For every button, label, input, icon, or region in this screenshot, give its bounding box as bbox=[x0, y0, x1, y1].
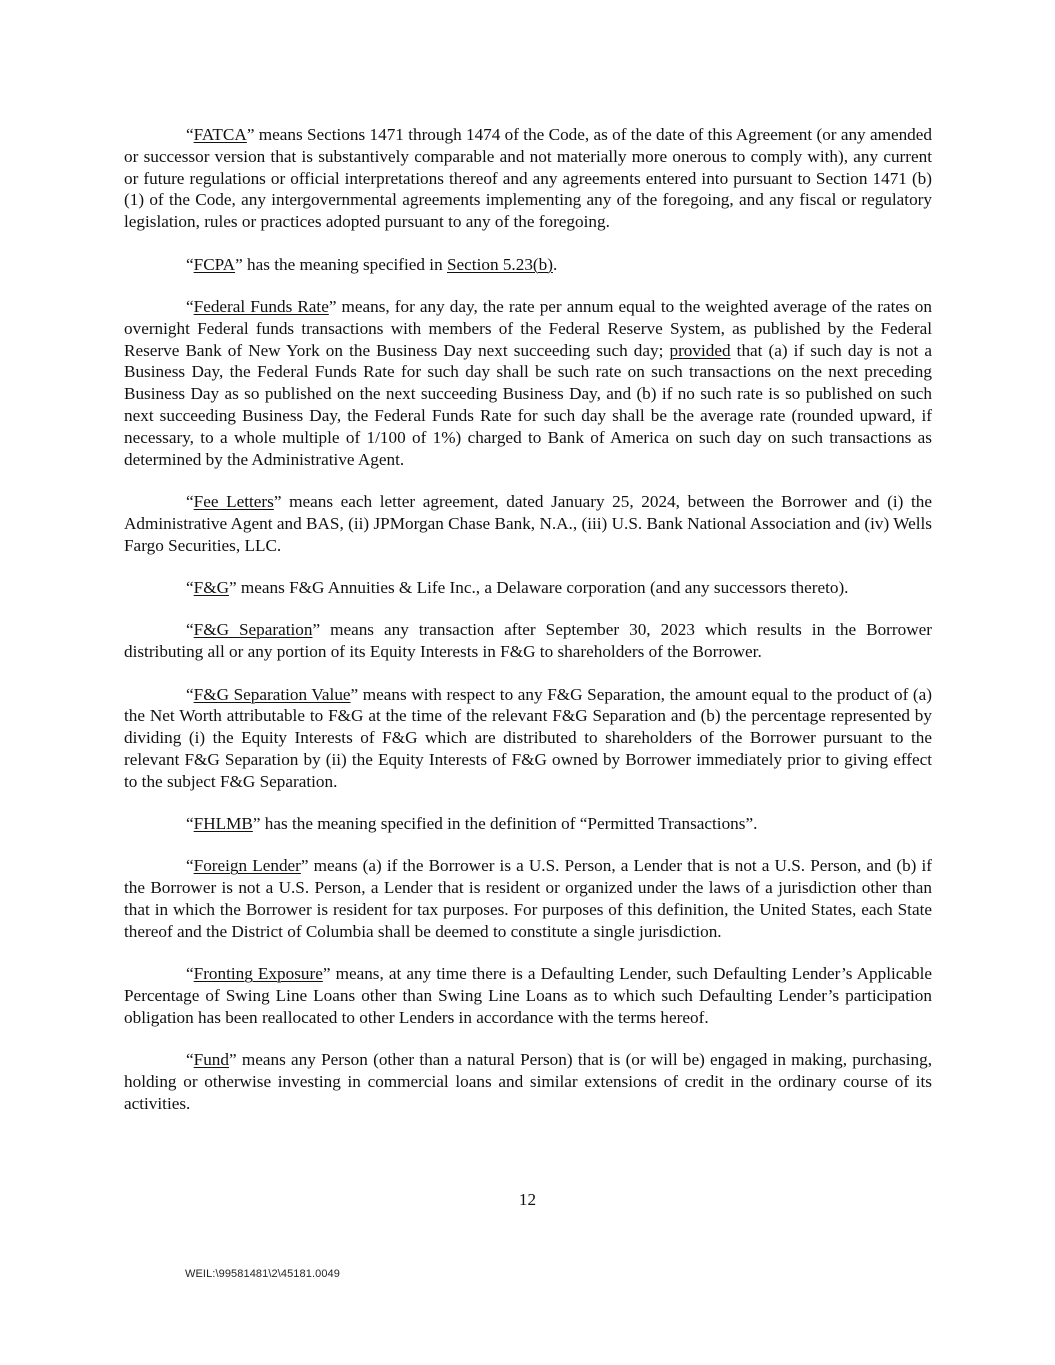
definition-fee-letters: “Fee Letters” means each letter agreement, dated January 25, 2024, between the Borrower and (i) the Administrative Agent and BAS, (ii) JPMorgan Chase Bank, N.A., (iii) U.S. Bank National Association and (iv) Wells Fargo Securities, LLC. bbox=[124, 491, 932, 555]
definition-fronting-exposure: “Fronting Exposure” means, at any time there is a Defaulting Lender, such Defaulting Lender’s Applicable Percentage of Swing Line Loans other than Swing Line Loans as to which such Defaulting Lender’s participation obligation has been reallocated to other Lenders in accordance with the terms hereof. bbox=[124, 964, 932, 1027]
definition-text: ” has the meaning specified in the definition of “Permitted Transactions”. bbox=[252, 814, 758, 834]
definition-fund: “Fund” means any Person (other than a natural Person) that is (or will be) engaged in making, purchasing, holding or otherwise investing in commercial loans and similar extensions of credit in the ordinary course of its activities. bbox=[124, 1050, 932, 1113]
section-reference: Section 5.23(b) bbox=[446, 254, 553, 274]
defined-term: Federal Funds Rate bbox=[193, 296, 329, 316]
definition-fg-separation-value: “F&G Separation Value” means with respect to any F&G Separation, the amount equal to the product of (a) the Net Worth attributable to F&G at the time of the relevant F&G Separation and (b) the percentage represented by dividing (i) the Equity Interests of F&G which are distributed to shareholders of the Borrower pursuant to the relevant F&G Separation by (ii) the Equity Interests of F&G owned by Borrower immediately prior to giving effect to the subject F&G Separation. bbox=[124, 684, 932, 791]
definition-text: ” means with respect to any F&G Separation, the amount equal to the product of (a) the Net Worth attributable to F&G at the time of the relevant F&G Separation and (b) the percentage represented by dividing (i) the Equity Interests of F&G which are distributed to shareholders of the Borrower pursuant to the relevant F&G Separation by (ii) the Equity Interests of F&G owned by Borrower immediately prior to giving effect to the subject F&G Separation. bbox=[124, 684, 932, 791]
defined-term: FATCA bbox=[193, 125, 247, 144]
defined-term: F&G Separation Value bbox=[193, 684, 351, 704]
page-number: 12 bbox=[518, 1190, 537, 1209]
defined-term: F&G bbox=[193, 577, 229, 597]
defined-term: FCPA bbox=[193, 254, 236, 274]
definition-text: ” means each letter agreement, dated January 25, 2024, between the Borrower and (i) the Administrative Agent and BAS, (ii) JPMorgan Chase Bank, N.A., (iii) U.S. Bank National Association and (iv) Wells Fargo Securities, LLC. bbox=[124, 491, 932, 555]
defined-term: Foreign Lender bbox=[193, 856, 301, 876]
definition-text: ” has the meaning specified in bbox=[235, 254, 447, 274]
definition-fcpa: “FCPA” has the meaning specified in Section 5.23(b). bbox=[186, 254, 558, 274]
definition-fg-separation: “F&G Separation” means any transaction after September 30, 2023 which results in the Borrower distributing all or any portion of its Equity Interests in F&G to shareholders of the Borrower. bbox=[124, 620, 932, 662]
definition-text: ” means any transaction after September 30, 2023 which results in the Borrower distributing all or any portion of its Equity Interests in F&G to shareholders of the Borrower. bbox=[124, 620, 932, 662]
definition-text: ” means Sections 1471 through 1474 of the Code, as of the date of this Agreement (or any amended or successor version that is substantively comparable and not materially more onerous to comply with), any current or future regulations or official interpretations thereof and any agreements entered into pursuant to Section 1471 (b) (1) of the Code, any intergovernmental agreements implementing any of the foregoing, and any fiscal or regulatory legislation, rules or practices adopted pursuant to any of the foregoing. bbox=[124, 125, 932, 232]
definition-text: ” means (a) if the Borrower is a U.S. Person, a Lender that is not a U.S. Person, and (b) if the Borrower is not a U.S. Person, a Lender that is resident or organized under the laws of a jurisdiction other than that in which the Borrower is resident for tax purposes. For purposes of this definition, the United States, each State thereof and the District of Columbia shall be deemed to constitute a single jurisdiction. bbox=[124, 856, 932, 941]
definitions-list bbox=[124, 124, 932, 1135]
definition-federal-funds-rate: “Federal Funds Rate” means, for any day, the rate per annum equal to the weighted average of the rates on overnight Federal funds transactions with members of the Federal Reserve System, as published by the Federal Reserve Bank of New York on the Business Day next succeeding such day; provided that (a) if such day is not a Business Day, the Federal Funds Rate for such day shall be such rate on such transactions on the next preceding Business Day as so published on the next succeeding Business Day, and (b) if no such rate is so published on such next succeeding Business Day, the Federal Funds Rate for such day shall be the average rate (rounded upward, if necessary, to a whole multiple of 1/100 of 1%) charged to Bank of America on such day on such transactions as determined by the Administrative Agent. bbox=[124, 296, 932, 469]
document-id-footer: WEIL:\99581481\2\45181.0049 bbox=[185, 1268, 340, 1280]
definition-fg: “F&G” means F&G Annuities & Life Inc., a Delaware corporation (and any successors thereto). bbox=[186, 577, 849, 597]
proviso-term: provided bbox=[669, 340, 731, 360]
defined-term: FHLMB bbox=[193, 814, 253, 834]
definition-fatca: “FATCA” means Sections 1471 through 1474 of the Code, as of the date of this Agreement (or any amended or successor version that is substantively comparable and not materially more onerous to comply with), any current or future regulations or official interpretations thereof and any agreements entered into pursuant to Section 1471 (b) (1) of the Code, any intergovernmental agreements implementing any of the foregoing, and any fiscal or regulatory legislation, rules or practices adopted pursuant to any of the foregoing. bbox=[124, 125, 932, 232]
defined-term: Fee Letters bbox=[193, 491, 274, 511]
definition-fhlmb: “FHLMB” has the meaning specified in the definition of “Permitted Transactions”. bbox=[186, 814, 758, 834]
definition-text: ” means F&G Annuities & Life Inc., a Delaware corporation (and any successors thereto). bbox=[228, 577, 849, 597]
defined-term: Fronting Exposure bbox=[193, 964, 323, 984]
definition-text: ” means any Person (other than a natural Person) that is (or will be) engaged in making, purchasing, holding or otherwise investing in commercial loans and similar extensions of credit in the ordinary course of its activities. bbox=[124, 1050, 932, 1113]
defined-term: Fund bbox=[193, 1050, 229, 1070]
defined-term: F&G Separation bbox=[193, 620, 313, 640]
definition-foreign-lender: “Foreign Lender” means (a) if the Borrower is a U.S. Person, a Lender that is not a U.S. Person, and (b) if the Borrower is not a U.S. Person, a Lender that is resident or organized under the laws of a jurisdiction other than that in which the Borrower is resident for tax purposes. For purposes of this definition, the United States, each State thereof and the District of Columbia shall be deemed to constitute a single jurisdiction. bbox=[124, 856, 932, 941]
definition-text: ” means, for any day, the rate per annum equal to the weighted average of the rates on overnight Federal funds transactions with members of the Federal Reserve System, as published by the Federal Reserve Bank of New York on the Business Day next succeeding such day; bbox=[124, 296, 932, 360]
definition-text: ” means, at any time there is a Defaulting Lender, such Defaulting Lender’s Applicable Percentage of Swing Line Loans other than Swing Line Loans as to which such Defaulting Lender’s participation obligation has been reallocated to other Lenders in accordance with the terms hereof. bbox=[124, 964, 932, 1027]
